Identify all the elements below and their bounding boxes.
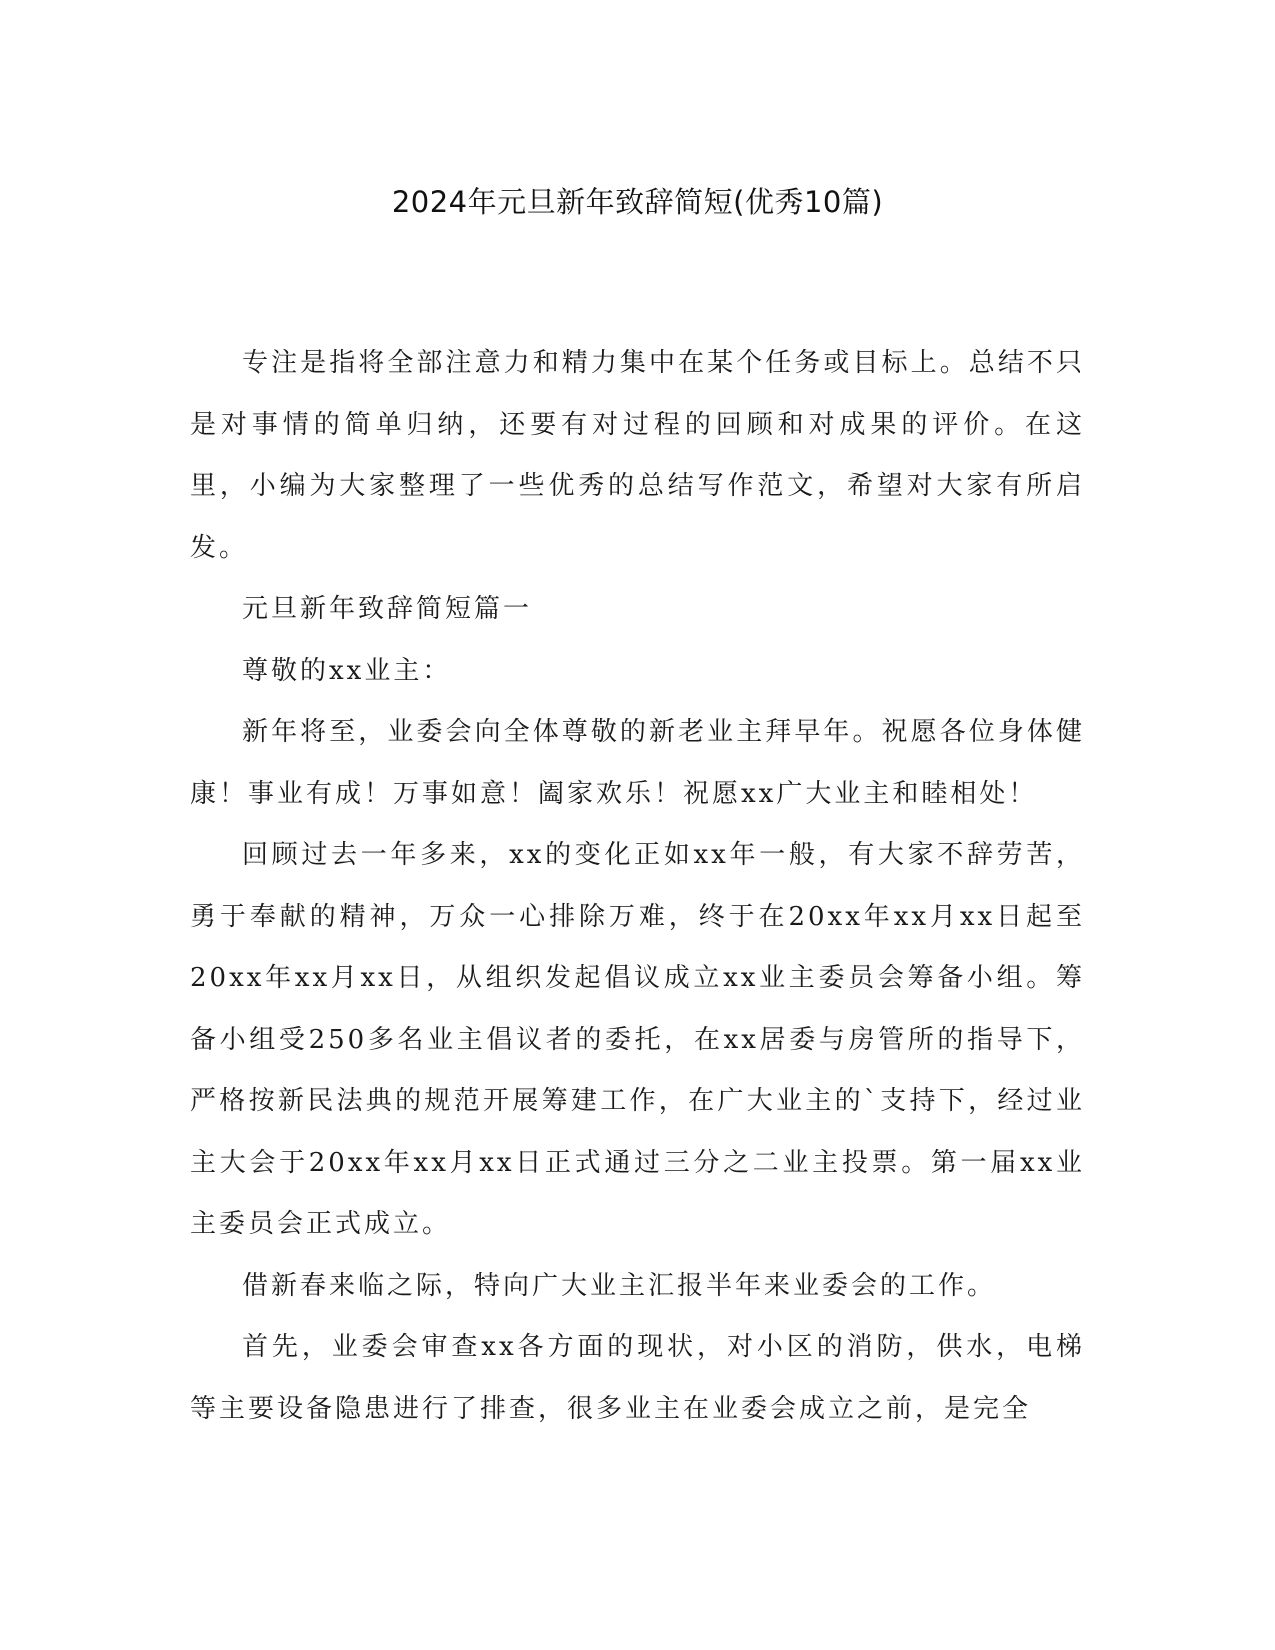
intro-paragraph: 专注是指将全部注意力和精力集中在某个任务或目标上。总结不只是对事情的简单归纳，还要有对过程的回顾和对成果的评价。在这里，小编为大家整理了一些优秀的总结写作范文，希望对大家有所启发。 — [190, 348, 1085, 563]
document-body — [190, 333, 1085, 1440]
greeting-paragraph: 新年将至，业委会向全体尊敬的新老业主拜早年。祝愿各位身体健康！事业有成！万事如意！阖家欢乐！祝愿xx广大业主和睦相处！ — [190, 717, 1085, 809]
review-paragraph: 回顾过去一年多来，xx的变化正如xx年一般，有大家不辞劳苦，勇于奉献的精神，万众一心排除万难，终于在20xx年xx月xx日起至20xx年xx月xx日，从组织发起倡议成立xx业主委员会筹备小组。筹备小组受250多名业主倡议者的委托，在xx居委与房管所的指导下，严格按新民法典的规范开展筹建工作，在广大业主的`支持下，经过业主大会于20xx年xx月xx日正式通过三分之二业主投票。第一届xx业主委员会正式成立。 — [190, 840, 1085, 1239]
section-heading: 元旦新年致辞简短篇一 — [242, 594, 533, 624]
document-title: 2024年元旦新年致辞简短(优秀10篇) — [391, 185, 884, 219]
first-point-paragraph: 首先，业委会审查xx各方面的现状，对小区的消防，供水，电梯等主要设备隐患进行了排查，很多业主在业委会成立之前，是完全 — [190, 1332, 1085, 1424]
salutation: 尊敬的xx业主： — [242, 655, 452, 686]
report-intro-paragraph: 借新春来临之际，特向广大业主汇报半年来业委会的工作。 — [242, 1270, 997, 1301]
